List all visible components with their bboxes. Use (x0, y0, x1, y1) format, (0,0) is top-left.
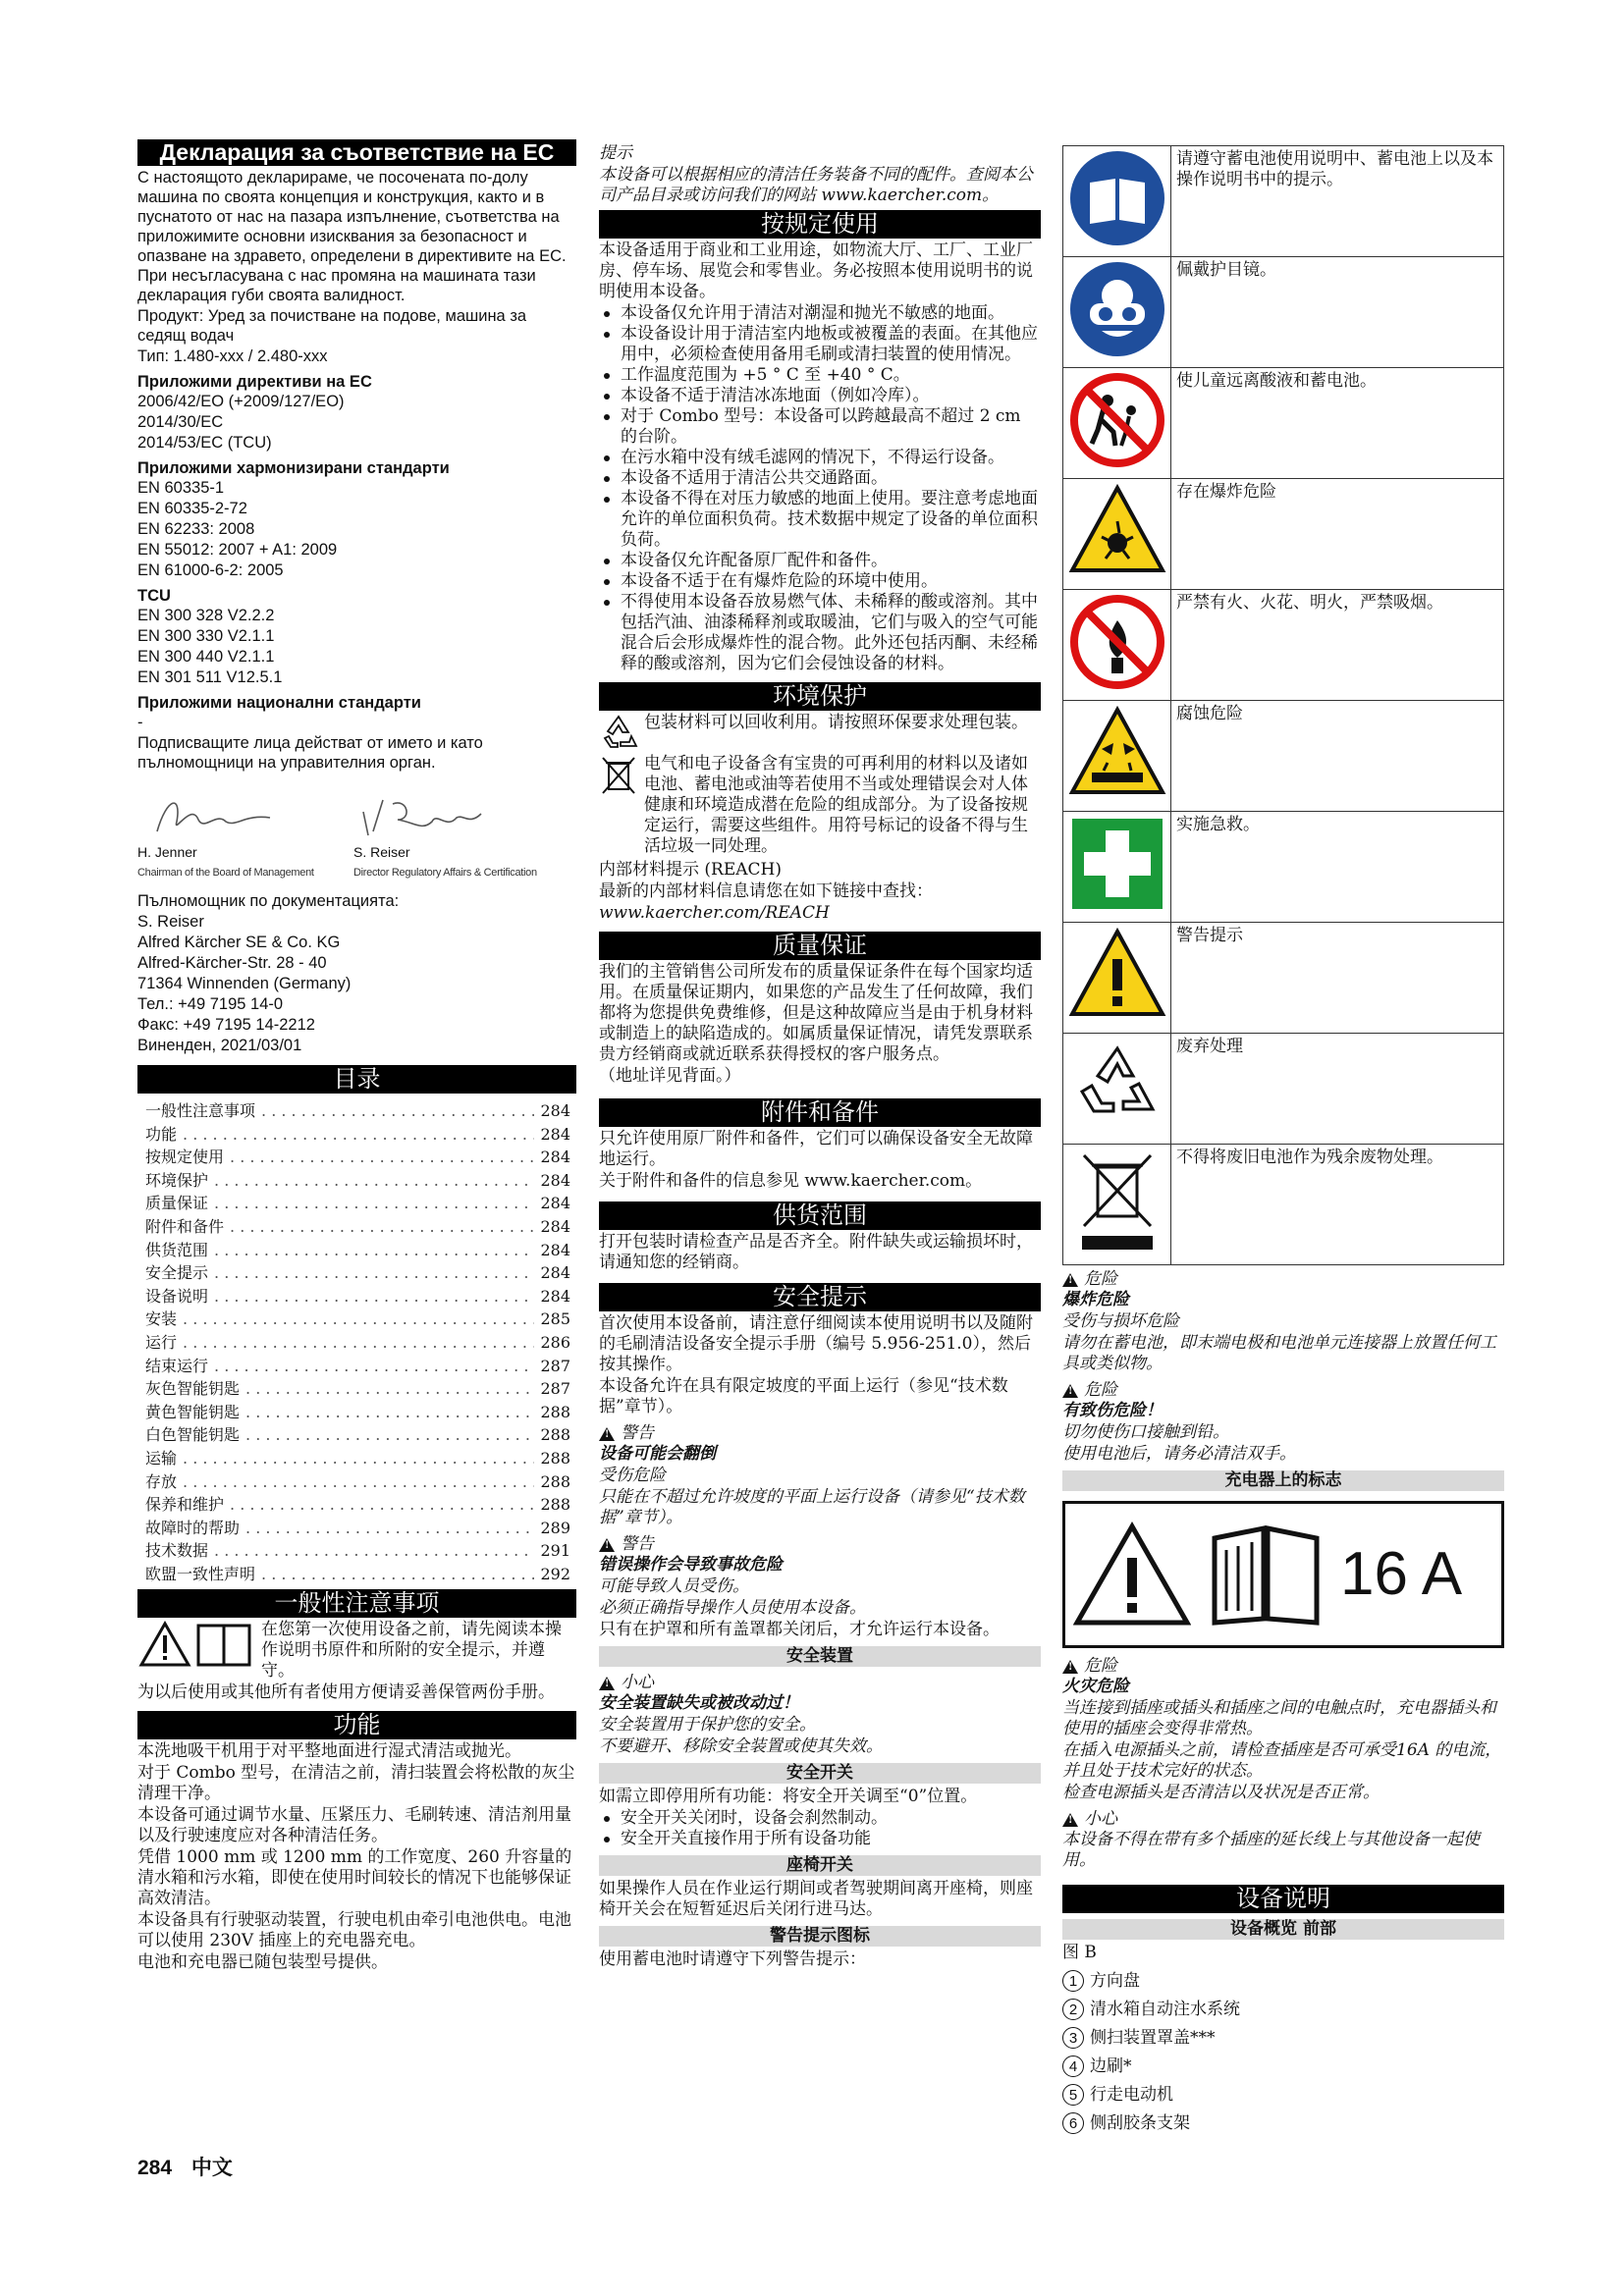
toc-dots (214, 1261, 534, 1285)
list-item: 本设备不适于清洁冰冻地面（例如冷库）。 (599, 386, 1041, 406)
table-of-contents (137, 1095, 576, 1585)
toc-entry-page: 284 (540, 1124, 570, 1144)
charger-label (1062, 1501, 1504, 1648)
danger-title: 有致伤危险！ (1062, 1401, 1163, 1420)
toc-entry-label: 安装 (145, 1309, 178, 1329)
warranty-title: 质量保证 (599, 932, 1041, 960)
caution-line: 安全装置用于保护您的安全。 (599, 1715, 816, 1735)
warning-signs-text: 使用蓄电池时请遵守下列警告提示： (599, 1949, 866, 1969)
toc-entry-page: 284 (540, 1194, 570, 1213)
device-part (1062, 1999, 1504, 2020)
toc-dots (245, 1517, 534, 1540)
toc-entry-page: 288 (540, 1471, 570, 1491)
toc-dots (214, 1285, 534, 1308)
address-line: Alfred-Kärcher-Str. 28 - 40 (137, 954, 327, 972)
safety-title: 安全提示 (599, 1283, 1041, 1311)
device-part (1062, 1970, 1504, 1992)
delivery-title: 供货范围 (599, 1201, 1041, 1230)
crossed-bin-icon (599, 754, 638, 797)
toc-entry[interactable] (145, 1423, 570, 1447)
signer-1-name: H. Jenner (137, 844, 197, 860)
safety-devices-title: 安全装置 (599, 1646, 1041, 1667)
toc-entry-label: 灰色智能钥匙 (145, 1379, 241, 1399)
list-item: 在污水箱中没有绒毛滤网的情况下，不得运行设备。 (599, 448, 1041, 468)
toc-dots (230, 1493, 534, 1517)
warning-tipping (599, 1423, 1041, 1528)
toc-entry[interactable] (145, 1261, 570, 1285)
function-title: 功能 (137, 1711, 576, 1739)
toc-entry-page: 284 (540, 1286, 570, 1306)
toc-entry-page: 284 (540, 1216, 570, 1236)
page-language: 中文 (190, 2157, 233, 2179)
caution-label: 小心 (1084, 1809, 1117, 1829)
toc-dots (214, 1169, 534, 1193)
part-number: 4 (1062, 2056, 1084, 2077)
toc-entry[interactable] (145, 1377, 570, 1401)
table-row (1063, 1034, 1504, 1145)
part-label: 方向盘 (1090, 1970, 1140, 1991)
toc-entry-page: 287 (540, 1379, 570, 1399)
signer-2-role: Director Regulatory Affairs & Certification (353, 867, 537, 879)
danger-injury (1062, 1380, 1504, 1465)
caution-line: 不要避开、移除安全装置或使其失效。 (599, 1736, 883, 1756)
toc-entry-label: 运输 (145, 1448, 178, 1468)
toc-entry-label: 结束运行 (145, 1356, 209, 1375)
caution-triangle-icon (599, 1677, 615, 1690)
symbol-text: 腐蚀危险 (1171, 701, 1504, 812)
warning-title: 错误操作会导致事故危险 (599, 1555, 783, 1575)
danger-triangle-icon (1062, 1384, 1078, 1398)
toc-dots (214, 1192, 534, 1215)
toc-entry[interactable] (145, 1146, 570, 1169)
device-description-title: 设备说明 (1062, 1885, 1504, 1913)
toc-entry[interactable] (145, 1169, 570, 1193)
toc-entry-page: 288 (540, 1448, 570, 1468)
crossed-bin-icon (1068, 1148, 1166, 1255)
list-item: 对于 Combo 型号：本设备可以跨越最高不超过 2 cm 的台阶。 (599, 406, 1041, 448)
symbol-text: 佩戴护目镜。 (1171, 257, 1504, 368)
declaration-title: Декларация за съответствие на ЕС (137, 139, 576, 166)
page-footer (137, 2158, 233, 2178)
toc-dots (183, 1470, 534, 1494)
symbol-text: 实施急救。 (1171, 812, 1504, 923)
weee-text: 电气和电子设备含有宝贵的可再利用的材料以及诸如电池、蓄电池或油等若使用不当或处理错误会对人体健康和环境造成潜在危险的组成部分。为了设备按规定运行，需要这些组件。用符号标记的设备不得与生活垃圾一同处理。 (644, 754, 1028, 856)
toc-entry[interactable] (145, 1215, 570, 1239)
signature-jenner-icon (137, 792, 275, 837)
toc-entry-page: 287 (540, 1356, 570, 1375)
warning-symbols-table (1062, 145, 1504, 1265)
toc-entry-label: 黄色智能钥匙 (145, 1402, 241, 1421)
tip-text: 本设备可以根据相应的清洁任务装备不同的配件。查阅本公司产品目录或访问我们的网站 www.kaercher.com。 (599, 165, 1033, 205)
address-line: Тел.: +49 7195 14-0 (137, 995, 284, 1013)
toc-entry-label: 安全提示 (145, 1263, 209, 1283)
page-number: 284 (137, 2157, 173, 2179)
standard-item: EN 62233: 2008 (137, 520, 255, 538)
toc-dots (183, 1308, 534, 1331)
general-text-1: 在您第一次使用设备之前，请先阅读本操作说明书原件和所附的安全提示，并遵守。 (261, 1620, 562, 1682)
warning-label: 警告 (621, 1423, 654, 1443)
symbol-text: 使儿童远离酸液和蓄电池。 (1171, 368, 1504, 479)
toc-entry-page: 289 (540, 1518, 570, 1537)
tcu-item: EN 300 328 V2.2.2 (137, 607, 275, 624)
directive-item: 2014/30/EC (137, 413, 224, 431)
list-item: 本设备仅允许配备原厂配件和备件。 (599, 551, 1041, 571)
symbol-text: 废弃处理 (1171, 1034, 1504, 1145)
standard-item: EN 55012: 2007 + A1: 2009 (137, 541, 338, 559)
signer-1-role: Chairman of the Board of Management (137, 867, 314, 879)
toc-entry[interactable] (145, 1563, 570, 1586)
warranty-address: （地址详见背面。） (599, 1066, 741, 1086)
address-line: 71364 Winnenden (Germany) (137, 975, 352, 992)
national-value: - (137, 714, 143, 731)
keep-children-away-icon (1068, 371, 1166, 469)
warranty-text: 我们的主管销售公司所发布的质量保证条件在每个国家均适用。在质量保证期内，如果您的产品发生了任何故障，我们都将为您提供免费维修，但是这种故障应当是由于机身材料或制造上的缺陷造成的。如属质量保证情况，请凭发票联系贵方经销商或就近联系获得授权的客户服务点。 (599, 962, 1033, 1064)
toc-dots (261, 1563, 534, 1586)
accessories-text-2: 关于附件和备件的信息参见 www.kaercher.com。 (599, 1171, 983, 1191)
danger-triangle-icon (1062, 1273, 1078, 1287)
toc-dots (245, 1401, 534, 1424)
danger-line: 切勿使伤口接触到铅。 (1062, 1422, 1229, 1442)
device-overview-title: 设备概览 前部 (1062, 1919, 1504, 1940)
list-item: 本设备设计用于清洁室内地板或被覆盖的表面。在其他应用中，必须检查使用备用毛刷或清扫装置的使用情况。 (599, 324, 1041, 365)
no-fire-icon (1068, 593, 1166, 691)
list-item: 本设备不得在对压力敏感的地面上使用。要注意考虑地面允许的单位面积负荷。技术数据中规定了设备的单位面积负荷。 (599, 489, 1041, 551)
reach-title: 内部材料提示 (REACH) (599, 860, 782, 880)
danger-title: 爆炸危险 (1062, 1290, 1129, 1309)
toc-entry[interactable] (145, 1123, 570, 1147)
warning-line: 只有在护罩和所有盖罩都关闭后，才允许运行本设备。 (599, 1620, 1000, 1639)
warning-label: 警告 (621, 1534, 654, 1554)
toc-dots (261, 1099, 534, 1123)
standard-item: EN 61000-6-2: 2005 (137, 561, 284, 579)
corrosive-icon (1068, 704, 1166, 802)
toc-entry-label: 欧盟一致性声明 (145, 1564, 256, 1583)
warning-misuse (599, 1534, 1041, 1640)
signers-text: Подписващите лица действат от името и като пълномощници на управителния орган. (137, 734, 483, 772)
table-row (1063, 257, 1504, 368)
toc-entry-page: 284 (540, 1240, 570, 1259)
toc-entry-label: 质量保证 (145, 1194, 209, 1213)
toc-entry-label: 设备说明 (145, 1286, 209, 1306)
intended-use-list (599, 303, 1041, 674)
part-label: 行走电动机 (1090, 2084, 1173, 2105)
address-line: Виненден, 2021/03/01 (137, 1037, 302, 1054)
figure-ref: 图 B (1062, 1943, 1097, 1962)
toc-entry-page: 284 (540, 1101, 570, 1120)
tcu-item: EN 301 511 V12.5.1 (137, 668, 283, 686)
directive-item: 2006/42/EO (+2009/127/EO) (137, 393, 345, 410)
delivery-text: 打开包装时请检查产品是否齐全。附件缺失或运输损坏时，请通知您的经销商。 (599, 1232, 1033, 1272)
accessories-text-1: 只允许使用原厂附件和备件，它们可以确保设备安全无故障地运行。 (599, 1129, 1033, 1169)
toc-entry[interactable] (145, 1355, 570, 1378)
goggles-icon (1068, 260, 1166, 358)
danger-label: 危险 (1084, 1380, 1117, 1400)
tcu-item: EN 300 330 V2.1.1 (137, 627, 275, 645)
warning-line: 受伤危险 (599, 1466, 666, 1485)
toc-entry[interactable] (145, 1331, 570, 1355)
symbol-text: 警告提示 (1171, 923, 1504, 1034)
declaration-intro: С настоящото декларираме, че посочената по-долу машина по своята концепция и конструкция, както и в пуснатото от нас на пазара изпълнение, съответства на приложимите основни изисквания за безопасност и опазване на здравето, определени в директивите на ЕС. При несъгласувана с нас промяна на машината тази декларация губи своята валидност. (137, 169, 567, 304)
reach-text: 最新的内部材料信息请您在如下链接中查找： (599, 881, 933, 901)
warning-triangle-icon (599, 1427, 615, 1441)
toc-entry-label: 功能 (145, 1124, 178, 1144)
toc-entry-page: 288 (540, 1495, 570, 1515)
caution-title: 安全装置缺失或被改动过！ (599, 1693, 799, 1713)
toc-dots (214, 1539, 534, 1563)
charger-symbols-title: 充电器上的标志 (1062, 1470, 1504, 1491)
intended-use-title: 按规定使用 (599, 210, 1041, 239)
warning-line: 只能在不超过允许坡度的平面上运行设备（请参见“技术数据”章节）。 (599, 1487, 1025, 1527)
recycle-icon (599, 713, 638, 752)
toc-entry-label: 环境保护 (145, 1170, 209, 1190)
signer-2-name: S. Reiser (353, 844, 410, 860)
warning-triangle-icon (599, 1538, 615, 1552)
danger-line: 受伤与损坏危险 (1062, 1311, 1179, 1331)
toc-entry-label: 保养和维护 (145, 1495, 225, 1515)
toc-dots (214, 1355, 534, 1378)
list-item: 安全开关直接作用于所有设备功能 (599, 1829, 1041, 1849)
signature-reiser-icon (353, 792, 491, 837)
toc-entry-page: 288 (540, 1402, 570, 1421)
danger-line: 使用电池后，请务必清洁双手。 (1062, 1444, 1296, 1464)
toc-entry-page: 285 (540, 1309, 570, 1329)
danger-label: 危险 (1084, 1656, 1117, 1676)
list-item: 本设备不适用于清洁公共交通路面。 (599, 468, 1041, 489)
symbol-text: 存在爆炸危险 (1171, 479, 1504, 590)
toc-entry-label: 运行 (145, 1332, 178, 1352)
toc-dots (230, 1215, 534, 1239)
directives-title: Приложими директиви на ЕС (137, 373, 372, 391)
danger-line: 请勿在蓄电池，即末端电极和电池单元连接器上放置任何工具或类似物。 (1062, 1333, 1496, 1373)
warning-line: 可能导致人员受伤。 (599, 1576, 749, 1596)
part-number: 3 (1062, 2027, 1084, 2049)
environment-title: 环境保护 (599, 682, 1041, 711)
charger-warning-icon (1073, 1521, 1191, 1629)
eu-declaration-bg (137, 139, 576, 1055)
table-row (1063, 368, 1504, 479)
toc-dots (245, 1423, 534, 1447)
part-number: 1 (1062, 1970, 1084, 1992)
tcu-item: EN 300 440 V2.1.1 (137, 648, 275, 666)
danger-explosion (1062, 1269, 1504, 1374)
toc-entry[interactable] (145, 1192, 570, 1215)
function-para: 对于 Combo 型号，在清洁之前，清扫装置会将松散的灰尘清理干净。 (137, 1763, 575, 1804)
directive-item: 2014/53/EC (TCU) (137, 434, 272, 452)
safety-switch-text: 如需立即停用所有功能：将安全开关调至“0”位置。 (599, 1787, 978, 1806)
toc-entry[interactable] (145, 1308, 570, 1331)
toc-entry-label: 按规定使用 (145, 1148, 225, 1167)
safety-text-2: 本设备允许在具有限定坡度的平面上运行（参见“技术数据”章节）。 (599, 1376, 1008, 1416)
charger-amperage: 16 A (1340, 1540, 1463, 1608)
table-row (1063, 479, 1504, 590)
toc-dots (214, 1239, 534, 1262)
toc-entry[interactable] (145, 1493, 570, 1517)
device-parts-list (1062, 1970, 1504, 2134)
tcu-title: TCU (137, 587, 171, 605)
device-part (1062, 2112, 1504, 2134)
table-row (1063, 701, 1504, 812)
recycle-icon (1068, 1037, 1166, 1135)
signatures (137, 792, 576, 883)
safety-text-1: 首次使用本设备前，请注意仔细阅读本使用说明书以及随附的毛刷清洁设备安全提示手册（编号 5.956-251.0），然后按其操作。 (599, 1313, 1033, 1374)
part-label: 侧刮胶条支架 (1090, 2112, 1190, 2133)
caution-line: 本设备不得在带有多个插座的延长线上与其他设备一起使用。 (1062, 1830, 1480, 1870)
toc-entry-label: 供货范围 (145, 1240, 209, 1259)
toc-entry[interactable] (145, 1401, 570, 1424)
toc-entry-page: 291 (540, 1541, 570, 1561)
toc-dots (183, 1123, 534, 1147)
general-text-2: 为以后使用或其他所有者使用方便请妥善保管两份手册。 (137, 1682, 555, 1703)
caution-label: 小心 (621, 1673, 654, 1692)
table-row (1063, 1145, 1504, 1265)
address-line: Факс: +49 7195 14-2212 (137, 1016, 315, 1034)
safety-switch-title: 安全开关 (599, 1763, 1041, 1784)
function-para: 本设备可通过调节水量、压紧压力、毛刷转速、清洁剂用量以及行驶速度应对各种清洁任务。 (137, 1805, 571, 1846)
toc-entry-page: 284 (540, 1263, 570, 1283)
toc-entry[interactable] (145, 1099, 570, 1123)
device-part (1062, 2027, 1504, 2049)
toc-dots (183, 1331, 534, 1355)
manual-icon (1068, 149, 1166, 247)
toc-title: 目录 (137, 1065, 576, 1094)
toc-entry-label: 一般性注意事项 (145, 1101, 256, 1120)
toc-entry[interactable] (145, 1239, 570, 1262)
warning-title: 设备可能会翻倒 (599, 1444, 716, 1464)
intended-intro: 本设备适用于商业和工业用途，如物流大厅、工厂、工业厂房、停车场、展览会和零售业。务必按照本使用说明书的说明使用本设备。 (599, 240, 1033, 301)
tip-title: 提示 (599, 143, 632, 163)
caution-safety-devices (599, 1673, 1041, 1757)
toc-entry-page: 292 (540, 1564, 570, 1583)
toc-entry-label: 技术数据 (145, 1541, 209, 1561)
safety-switch-list (599, 1808, 1041, 1849)
toc-entry-page: 288 (540, 1425, 570, 1445)
national-title: Приложими национални стандарти (137, 694, 421, 712)
function-para: 本设备具有行驶驱动装置，行驶电机由牵引电池供电。电池可以使用 230V 插座上的充电器充电。 (137, 1910, 571, 1951)
danger-fire (1062, 1656, 1504, 1803)
general-title: 一般性注意事项 (137, 1589, 576, 1618)
symbol-text: 严禁有火、火花、明火，严禁吸烟。 (1171, 590, 1504, 701)
product-line: Продукт: Уред за почистване на подове, машина за седящ водач (137, 307, 527, 345)
part-label: 边刷* (1090, 2056, 1132, 2076)
toc-entry-label: 存放 (145, 1471, 178, 1491)
caution-extension (1062, 1809, 1504, 1871)
signature-reiser (353, 792, 550, 883)
list-item: 不得使用本设备吞放易燃气体、未稀释的酸或溶剂。其中包括汽油、油漆稀释剂或取暖油，它们与吸入的空气可能混合后会形成爆炸性的混合物。此外还包括丙酮、未经稀释的酸或溶剂，因为它们会侵蚀设备的材料。 (599, 592, 1041, 674)
warning-signs-title: 警告提示图标 (599, 1926, 1041, 1947)
toc-entry-label: 附件和备件 (145, 1216, 225, 1236)
danger-label: 危险 (1084, 1269, 1117, 1289)
function-para: 凭借 1000 mm 或 1200 mm 的工作宽度、260 升容量的清水箱和污水箱，即使在使用时间较长的情况下也能够保证高效清洁。 (137, 1847, 572, 1909)
address-line: Alfred Kärcher SE & Co. KG (137, 934, 341, 951)
toc-dots (245, 1377, 534, 1401)
charger-manual-icon (1207, 1521, 1325, 1629)
part-number: 6 (1062, 2112, 1084, 2134)
function-para: 本洗地吸干机用于对平整地面进行湿式清洁或抛光。 (137, 1741, 521, 1762)
reach-link[interactable]: www.kaercher.com/REACH (599, 903, 830, 923)
list-item: 工作温度范围为 +5 ° C 至 +40 ° C。 (599, 365, 1041, 386)
part-label: 侧扫装置罩盖*** (1090, 2027, 1216, 2048)
danger-line: 在插入电源插头之前，请检查插座是否可承受16A 的电流，并且处于技术完好的状态。 (1062, 1740, 1502, 1781)
device-part (1062, 2084, 1504, 2106)
address-line: Пълномощник по документацията: (137, 892, 400, 910)
toc-entry[interactable] (145, 1285, 570, 1308)
standard-item: EN 60335-2-72 (137, 500, 247, 517)
danger-triangle-icon (1062, 1660, 1078, 1674)
read-manual-warning-icon (137, 1620, 255, 1669)
packaging-text: 包装材料可以回收利用。请按照环保要求处理包装。 (644, 713, 1028, 732)
toc-entry-page: 284 (540, 1148, 570, 1167)
table-row (1063, 812, 1504, 923)
explosion-icon (1068, 482, 1166, 580)
toc-entry[interactable] (145, 1517, 570, 1540)
list-item: 本设备不适于在有爆炸危险的环境中使用。 (599, 571, 1041, 592)
general-notice (137, 1620, 576, 1682)
list-item: 安全开关关闭时，设备会刹然制动。 (599, 1808, 1041, 1829)
table-row (1063, 146, 1504, 257)
warning-line: 必须正确指导操作人员使用本设备。 (599, 1598, 866, 1618)
symbol-text: 请遵守蓄电池使用说明中、蓄电池上以及本操作说明书中的提示。 (1171, 146, 1504, 257)
toc-entry-page: 286 (540, 1332, 570, 1352)
function-para: 电池和充电器已随包装型号提供。 (137, 1952, 388, 1973)
accessories-title: 附件和备件 (599, 1098, 1041, 1127)
toc-entry-label: 白色智能钥匙 (145, 1425, 241, 1445)
type-line: Тип: 1.480-xxx / 2.480-xxx (137, 347, 328, 365)
part-number: 5 (1062, 2084, 1084, 2106)
standard-item: EN 60335-1 (137, 479, 225, 497)
signature-jenner (137, 792, 334, 883)
toc-entry[interactable] (145, 1470, 570, 1494)
toc-dots (183, 1447, 534, 1470)
warning-icon (1068, 926, 1166, 1024)
table-row (1063, 590, 1504, 701)
danger-title: 火灾危险 (1062, 1677, 1129, 1696)
table-row (1063, 923, 1504, 1034)
device-part (1062, 2056, 1504, 2077)
symbol-text: 不得将废旧电池作为残余废物处理。 (1171, 1145, 1504, 1265)
toc-entry[interactable] (145, 1447, 570, 1470)
address-line: S. Reiser (137, 913, 204, 931)
part-number: 2 (1062, 1999, 1084, 2020)
toc-entry[interactable] (145, 1539, 570, 1563)
toc-entry-page: 284 (540, 1170, 570, 1190)
packaging-note (599, 713, 1041, 752)
weee-note (599, 754, 1041, 858)
standards-title: Приложими хармонизирани стандарти (137, 459, 450, 477)
caution-triangle-icon (1062, 1813, 1078, 1827)
seat-switch-title: 座椅开关 (599, 1855, 1041, 1876)
seat-switch-text: 如果操作人员在作业运行期间或者驾驶期间离开座椅，则座椅开关会在短暂延迟后关闭行进马达。 (599, 1879, 1033, 1919)
list-item: 本设备仅允许用于清洁对潮湿和抛光不敏感的地面。 (599, 303, 1041, 324)
first-aid-icon (1068, 815, 1166, 913)
danger-line: 当连接到插座或插头和插座之间的电触点时，充电器插头和使用的插座会变得非常热。 (1062, 1698, 1496, 1738)
toc-dots (230, 1146, 534, 1169)
part-label: 清水箱自动注水系统 (1090, 1999, 1240, 2019)
toc-entry-label: 故障时的帮助 (145, 1518, 241, 1537)
danger-line: 检查电源插头是否清洁以及状况是否正常。 (1062, 1783, 1380, 1802)
